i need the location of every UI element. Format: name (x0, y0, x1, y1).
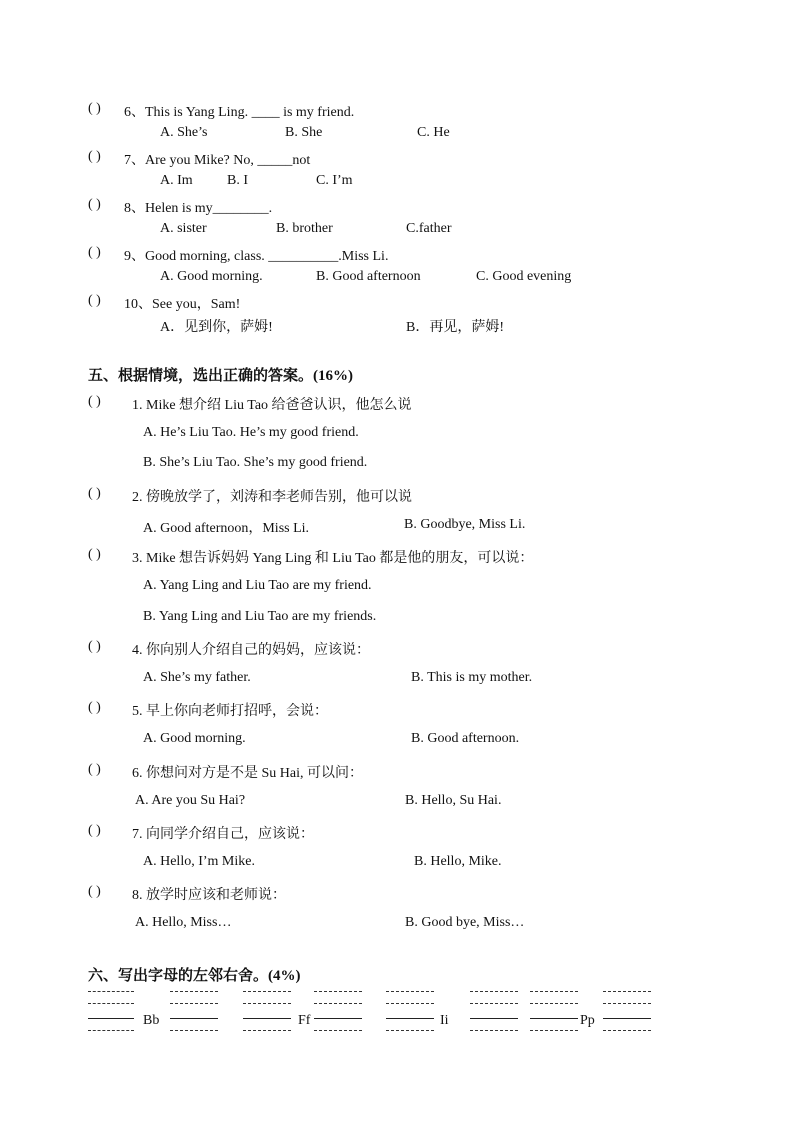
option-a: A. Im (160, 173, 193, 188)
option-b: B．再见，萨姆! (406, 320, 504, 335)
option-a: A. sister (160, 221, 207, 236)
section-heading: 五、根据情境，选出正确的答案。(16%) (88, 368, 353, 384)
option-b: B. brother (276, 221, 333, 236)
answer-paren[interactable]: ( ) (88, 547, 101, 562)
write-line[interactable] (243, 1018, 291, 1019)
option-b: B. She (285, 125, 323, 140)
answer-paren[interactable]: ( ) (88, 884, 101, 899)
answer-paren[interactable]: ( ) (88, 245, 101, 260)
option-a: A．见到你，萨姆! (160, 320, 273, 335)
option-a: A. Good morning. (160, 269, 263, 284)
option-b: B. Hello, Mike. (414, 854, 502, 869)
question-text: 7、Are you Mike? No, _____not (124, 153, 311, 168)
option-b: B. This is my mother. (411, 670, 533, 685)
question-text: 9、Good morning, class. __________.Miss Li. (124, 249, 389, 264)
question-text: 5. 早上你向老师打招呼，会说： (132, 704, 328, 719)
section-heading: 六、写出字母的左邻右舍。(4%) (88, 968, 301, 984)
option-a: A. He’s Liu Tao. He’s my good friend. (143, 425, 359, 440)
option-b: B. Good afternoon. (411, 731, 520, 746)
question-text: 1. Mike 想介绍 Liu Tao 给爸爸认识，他怎么说 (132, 398, 412, 413)
answer-paren[interactable]: ( ) (88, 197, 101, 212)
write-line[interactable] (603, 1018, 651, 1019)
option-a: A. Hello, Miss… (135, 915, 232, 930)
option-a: A. Hello, I’m Mike. (143, 854, 255, 869)
option-b: B. I (227, 173, 248, 188)
option-a: A. Good afternoon，Miss Li. (143, 521, 310, 536)
answer-paren[interactable]: ( ) (88, 823, 101, 838)
option-c: C. Good evening (476, 269, 572, 284)
question-text: 2. 傍晚放学了，刘涛和李老师告别，他可以说 (132, 490, 412, 505)
write-line[interactable] (314, 1018, 362, 1019)
answer-paren[interactable]: ( ) (88, 101, 101, 116)
option-b: B. Good afternoon (316, 269, 421, 284)
answer-paren[interactable]: ( ) (88, 700, 101, 715)
option-a: A. Are you Su Hai? (135, 793, 246, 808)
option-b: B. Goodbye, Miss Li. (404, 517, 526, 532)
answer-paren[interactable]: ( ) (88, 639, 101, 654)
option-a: A. Yang Ling and Liu Tao are my friend. (143, 578, 372, 593)
option-c: C. He (417, 125, 450, 140)
option-c: C.father (406, 221, 452, 236)
option-b: B. She’s Liu Tao. She’s my good friend. (143, 455, 368, 470)
question-text: 7. 向同学介绍自己，应该说： (132, 827, 314, 842)
option-b: B. Hello, Su Hai. (405, 793, 502, 808)
option-b: B. Good bye, Miss… (405, 915, 525, 930)
option-c: C. I’m (316, 173, 353, 188)
question-text: 4. 你向别人介绍自己的妈妈，应该说： (132, 643, 370, 658)
write-line[interactable] (386, 1018, 434, 1019)
question-text: 6. 你想问对方是不是 Su Hai, 可以问： (132, 766, 363, 781)
option-a: A. She’s my father. (143, 670, 251, 685)
write-line[interactable] (88, 1018, 134, 1019)
answer-paren[interactable]: ( ) (88, 293, 101, 308)
option-a: A. Good morning. (143, 731, 246, 746)
question-text: 10、See you，Sam! (124, 297, 241, 312)
write-line[interactable] (170, 1018, 218, 1019)
question-text: 8. 放学时应该和老师说： (132, 888, 286, 903)
answer-paren[interactable]: ( ) (88, 149, 101, 164)
question-text: 8、Helen is my________. (124, 201, 273, 216)
write-line[interactable] (530, 1018, 578, 1019)
question-text: 6、This is Yang Ling. ____ is my friend. (124, 105, 355, 120)
letter-label: Ii (440, 1013, 449, 1028)
letter-label: Pp (580, 1013, 595, 1028)
answer-paren[interactable]: ( ) (88, 394, 101, 409)
answer-paren[interactable]: ( ) (88, 762, 101, 777)
answer-paren[interactable]: ( ) (88, 486, 101, 501)
letter-label: Bb (143, 1013, 160, 1028)
write-line[interactable] (470, 1018, 518, 1019)
letter-label: Ff (298, 1013, 311, 1028)
option-b: B. Yang Ling and Liu Tao are my friends. (143, 609, 377, 624)
option-a: A. She’s (160, 125, 208, 140)
question-text: 3. Mike 想告诉妈妈 Yang Ling 和 Liu Tao 都是他的朋友，可以说： (132, 551, 534, 566)
